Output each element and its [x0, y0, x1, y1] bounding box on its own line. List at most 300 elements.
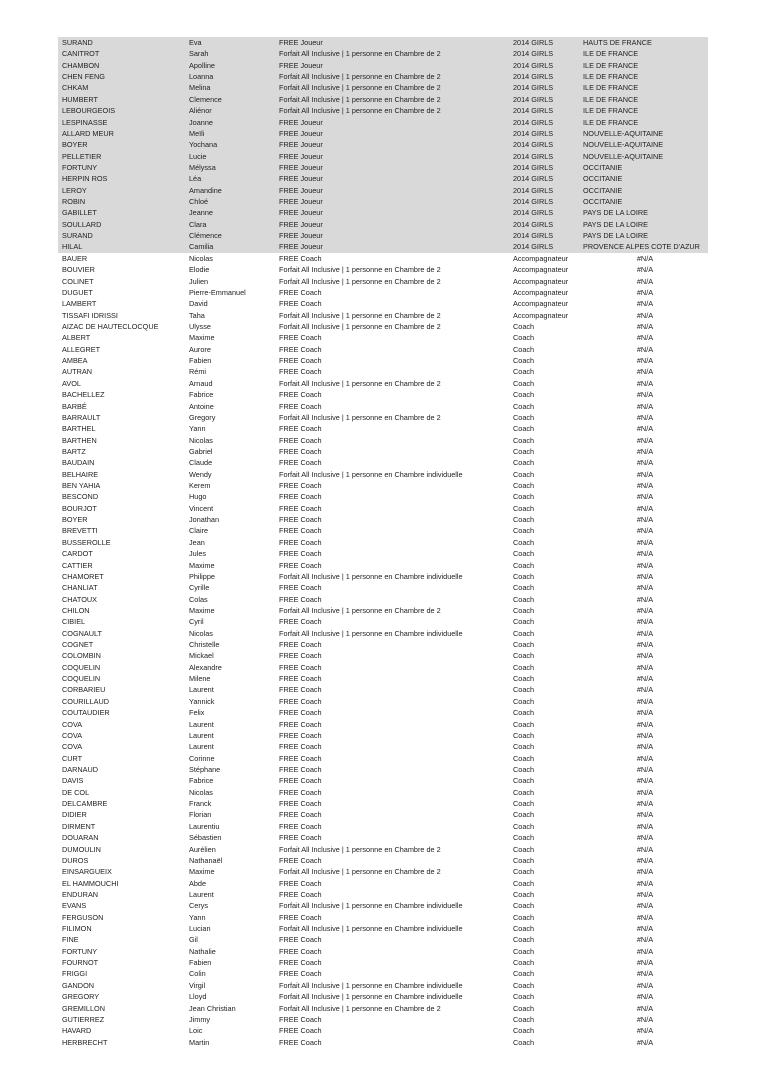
last-name-cell: DELCAMBRE [62, 799, 108, 809]
last-name-cell: HERBRECHT [62, 1037, 108, 1047]
region-cell: #N/A [636, 628, 654, 638]
last-name-cell: GABILLET [62, 208, 97, 218]
first-name-cell: Eva [189, 38, 202, 47]
region-cell: #N/A [636, 435, 654, 445]
region-cell: ILE DE FRANCE [583, 94, 639, 104]
last-name-cell: BARTHEN [62, 435, 97, 445]
category-cell: Coach [513, 935, 535, 945]
category-cell: Accompagnateur [513, 265, 569, 275]
table-row [58, 844, 708, 855]
last-name-cell: CHATOUX [62, 594, 98, 604]
last-name-cell: ALLARD MEUR [62, 128, 114, 138]
first-name-cell: Christelle [189, 640, 220, 650]
category-cell: Coach [513, 1026, 535, 1036]
last-name-cell: COLOMBIN [62, 651, 101, 661]
table-row [58, 662, 708, 673]
first-name-cell: Apolline [189, 60, 215, 70]
region-cell: ILE DE FRANCE [583, 72, 639, 82]
first-name-cell: Alexandre [189, 662, 222, 672]
package-cell: FREE Coach [279, 458, 322, 468]
table-row [58, 946, 708, 957]
category-cell: Coach [513, 912, 535, 922]
package-cell: FREE Coach [279, 1037, 322, 1047]
table-row [58, 537, 708, 548]
first-name-cell: Cyrille [189, 583, 210, 593]
category-cell: 2014 GIRLS [513, 162, 554, 172]
last-name-cell: SURAND [62, 38, 93, 47]
region-cell: #N/A [636, 696, 654, 706]
region-cell: #N/A [636, 515, 654, 525]
region-cell: ILE DE FRANCE [583, 60, 639, 70]
table-row [58, 684, 708, 695]
package-cell: FREE Coach [279, 640, 322, 650]
package-cell: FREE Coach [279, 583, 322, 593]
package-cell: FREE Coach [279, 253, 322, 263]
package-cell: FREE Joueur [279, 185, 323, 195]
table-row [58, 321, 708, 332]
first-name-cell: Claude [189, 458, 213, 468]
last-name-cell: BARTZ [62, 446, 86, 456]
package-cell: FREE Joueur [279, 162, 323, 172]
region-cell: #N/A [636, 980, 654, 990]
first-name-cell: Felix [189, 708, 205, 718]
last-name-cell: CIBIEL [62, 617, 86, 627]
category-cell: Coach [513, 799, 535, 809]
first-name-cell: Nicolas [189, 787, 213, 797]
package-cell: FREE Coach [279, 1014, 322, 1024]
first-name-cell: Meïli [189, 128, 205, 138]
last-name-cell: HUMBERT [62, 94, 98, 104]
table-row [58, 219, 708, 230]
package-cell: Forfait All Inclusive | 1 personne en Chambre de 2 [279, 106, 441, 116]
first-name-cell: Pierre-Emmanuel [189, 287, 246, 297]
table-row [58, 582, 708, 593]
first-name-cell: Milene [189, 674, 211, 684]
region-cell: NOUVELLE-AQUITAINE [583, 128, 664, 138]
region-cell: #N/A [636, 810, 654, 820]
category-cell: Coach [513, 1037, 535, 1047]
table-row [58, 196, 708, 207]
last-name-cell: FERGUSON [62, 912, 104, 922]
region-cell: OCCITANIE [583, 197, 623, 207]
region-cell: #N/A [636, 742, 654, 752]
last-name-cell: LESPINASSE [62, 117, 108, 127]
last-name-cell: ROBIN [62, 197, 86, 207]
package-cell: Forfait All Inclusive | 1 personne en Chambre de 2 [279, 412, 441, 422]
first-name-cell: Joanne [189, 117, 213, 127]
table-row [58, 605, 708, 616]
region-cell: NOUVELLE-AQUITAINE [583, 140, 664, 150]
package-cell: Forfait All Inclusive | 1 personne en Chambre individuelle [279, 980, 463, 990]
table-row [58, 1003, 708, 1014]
package-cell: FREE Coach [279, 810, 322, 820]
category-cell: Coach [513, 481, 535, 491]
region-cell: #N/A [636, 708, 654, 718]
last-name-cell: BACHELLEZ [62, 390, 105, 400]
package-cell: FREE Coach [279, 333, 322, 343]
first-name-cell: Arnaud [189, 378, 213, 388]
table-row [58, 957, 708, 968]
category-cell: Coach [513, 924, 535, 934]
first-name-cell: Claire [189, 526, 209, 536]
table-row [58, 741, 708, 752]
table-row [58, 1014, 708, 1025]
region-cell: #N/A [636, 492, 654, 502]
package-cell: FREE Coach [279, 356, 322, 366]
package-cell: Forfait All Inclusive | 1 personne en Chambre de 2 [279, 49, 441, 59]
category-cell: Coach [513, 526, 535, 536]
table-row [58, 389, 708, 400]
table-row [58, 571, 708, 582]
table-row [58, 207, 708, 218]
package-cell: FREE Coach [279, 696, 322, 706]
table-row [58, 298, 708, 309]
region-cell: #N/A [636, 662, 654, 672]
category-cell: Coach [513, 958, 535, 968]
last-name-cell: COVA [62, 730, 83, 740]
region-cell: #N/A [636, 924, 654, 934]
region-cell: #N/A [636, 560, 654, 570]
category-cell: 2014 GIRLS [513, 128, 554, 138]
first-name-cell: Cerys [189, 901, 209, 911]
first-name-cell: Lucian [189, 924, 211, 934]
table-row [58, 889, 708, 900]
last-name-cell: CHANLIAT [62, 583, 98, 593]
first-name-cell: Colas [189, 594, 208, 604]
first-name-cell: Virgil [189, 980, 206, 990]
last-name-cell: CHAMORET [62, 571, 104, 581]
first-name-cell: Maxime [189, 605, 215, 615]
category-cell: Coach [513, 901, 535, 911]
package-cell: FREE Coach [279, 390, 322, 400]
category-cell: Accompagnateur [513, 310, 569, 320]
table-row [58, 719, 708, 730]
last-name-cell: COURILLAUD [62, 696, 110, 706]
first-name-cell: Corinne [189, 753, 215, 763]
table-row [58, 1025, 708, 1036]
table-row [58, 628, 708, 639]
table-row [58, 491, 708, 502]
region-cell: #N/A [636, 799, 654, 809]
first-name-cell: Fabrice [189, 390, 214, 400]
category-cell: Coach [513, 412, 535, 422]
package-cell: FREE Coach [279, 889, 322, 899]
last-name-cell: GANDON [62, 980, 95, 990]
first-name-cell: Martin [189, 1037, 210, 1047]
region-cell: #N/A [636, 651, 654, 661]
last-name-cell: EINSARGUEIX [62, 867, 112, 877]
table-row [58, 412, 708, 423]
table-row [58, 435, 708, 446]
first-name-cell: Vincent [189, 503, 214, 513]
region-cell: #N/A [636, 935, 654, 945]
first-name-cell: Laurentiu [189, 821, 220, 831]
first-name-cell: Loanna [189, 72, 214, 82]
first-name-cell: Fabien [189, 356, 212, 366]
category-cell: 2014 GIRLS [513, 117, 554, 127]
region-cell: #N/A [636, 390, 654, 400]
last-name-cell: CHAMBON [62, 60, 100, 70]
last-name-cell: HAVARD [62, 1026, 92, 1036]
region-cell: #N/A [636, 878, 654, 888]
last-name-cell: DOUARAN [62, 833, 99, 843]
table-row [58, 878, 708, 889]
first-name-cell: Kerem [189, 481, 211, 491]
last-name-cell: AIZAC DE HAUTECLOCQUE [62, 321, 159, 331]
last-name-cell: BOYER [62, 140, 88, 150]
first-name-cell: Mélyssa [189, 162, 216, 172]
table-row [58, 457, 708, 468]
region-cell: #N/A [636, 583, 654, 593]
region-cell: #N/A [636, 787, 654, 797]
last-name-cell: FOURNOT [62, 958, 99, 968]
last-name-cell: CATTIER [62, 560, 93, 570]
region-cell: #N/A [636, 321, 654, 331]
first-name-cell: Clémence [189, 231, 222, 241]
table-row [58, 821, 708, 832]
last-name-cell: AUTRAN [62, 367, 92, 377]
package-cell: Forfait All Inclusive | 1 personne en Chambre individuelle [279, 924, 463, 934]
category-cell: Coach [513, 605, 535, 615]
first-name-cell: Laurent [189, 730, 214, 740]
package-cell: FREE Coach [279, 446, 322, 456]
package-cell: FREE Coach [279, 662, 322, 672]
category-cell: Coach [513, 492, 535, 502]
region-cell: #N/A [636, 526, 654, 536]
last-name-cell: ALBERT [62, 333, 91, 343]
region-cell: #N/A [636, 765, 654, 774]
category-cell: 2014 GIRLS [513, 106, 554, 116]
table-row [58, 991, 708, 1002]
region-cell: #N/A [636, 481, 654, 491]
package-cell: FREE Coach [279, 708, 322, 718]
last-name-cell: DUGUET [62, 287, 93, 297]
last-name-cell: FILIMON [62, 924, 92, 934]
table-row [58, 798, 708, 809]
category-cell: Coach [513, 1014, 535, 1024]
last-name-cell: BOURJOT [62, 503, 97, 513]
package-cell: FREE Coach [279, 833, 322, 843]
table-row [58, 71, 708, 82]
package-cell: Forfait All Inclusive | 1 personne en Chambre de 2 [279, 605, 441, 615]
first-name-cell: Sarah [189, 49, 209, 59]
package-cell: Forfait All Inclusive | 1 personne en Chambre individuelle [279, 901, 463, 911]
region-cell: #N/A [636, 253, 654, 263]
table-row [58, 616, 708, 627]
first-name-cell: Ulysse [189, 321, 211, 331]
last-name-cell: BARTHEL [62, 424, 96, 434]
table-row [58, 310, 708, 321]
package-cell: FREE Coach [279, 503, 322, 513]
first-name-cell: Nathanaël [189, 855, 223, 865]
category-cell: Coach [513, 628, 535, 638]
package-cell: Forfait All Inclusive | 1 personne en Chambre de 2 [279, 94, 441, 104]
first-name-cell: Fabien [189, 958, 212, 968]
first-name-cell: Laurent [189, 719, 214, 729]
table-row [58, 650, 708, 661]
package-cell: FREE Joueur [279, 128, 323, 138]
category-cell: Accompagnateur [513, 253, 569, 263]
package-cell: FREE Coach [279, 344, 322, 354]
last-name-cell: EVANS [62, 901, 87, 911]
package-cell: FREE Coach [279, 821, 322, 831]
last-name-cell: EL HAMMOUCHI [62, 878, 119, 888]
first-name-cell: Wendy [189, 469, 212, 479]
category-cell: Coach [513, 1003, 535, 1013]
region-cell: #N/A [636, 912, 654, 922]
category-cell: 2014 GIRLS [513, 38, 554, 47]
first-name-cell: Nicolas [189, 435, 213, 445]
package-cell: FREE Joueur [279, 151, 323, 161]
region-cell: #N/A [636, 855, 654, 865]
first-name-cell: Elodie [189, 265, 210, 275]
package-cell: FREE Joueur [279, 208, 323, 218]
region-cell: #N/A [636, 549, 654, 559]
last-name-cell: DAVIS [62, 776, 84, 786]
package-cell: Forfait All Inclusive | 1 personne en Chambre individuelle [279, 992, 463, 1002]
table-row [58, 968, 708, 979]
table-row [58, 900, 708, 911]
category-cell: 2014 GIRLS [513, 151, 554, 161]
table-row [58, 832, 708, 843]
table-row [58, 503, 708, 514]
category-cell: Coach [513, 662, 535, 672]
table-row [58, 162, 708, 173]
first-name-cell: Fabrice [189, 776, 214, 786]
category-cell: Coach [513, 424, 535, 434]
category-cell: 2014 GIRLS [513, 49, 554, 59]
table-row [58, 787, 708, 798]
region-cell: #N/A [636, 1037, 654, 1047]
region-cell: OCCITANIE [583, 185, 623, 195]
table-row [58, 809, 708, 820]
first-name-cell: Yochana [189, 140, 218, 150]
last-name-cell: BARRAULT [62, 412, 101, 422]
table-row [58, 276, 708, 287]
region-cell: #N/A [636, 469, 654, 479]
first-name-cell: David [189, 299, 208, 309]
region-cell: #N/A [636, 617, 654, 627]
first-name-cell: Gregory [189, 412, 216, 422]
category-cell: Coach [513, 685, 535, 695]
region-cell: PROVENCE ALPES COTE D'AZUR [583, 242, 700, 252]
package-cell: FREE Coach [279, 776, 322, 786]
package-cell: FREE Coach [279, 537, 322, 547]
category-cell: Accompagnateur [513, 287, 569, 297]
category-cell: Coach [513, 549, 535, 559]
region-cell: #N/A [636, 401, 654, 411]
table-row [58, 469, 708, 480]
category-cell: Coach [513, 787, 535, 797]
category-cell: 2014 GIRLS [513, 242, 554, 252]
package-cell: FREE Coach [279, 560, 322, 570]
first-name-cell: Abde [189, 878, 207, 888]
package-cell: FREE Joueur [279, 60, 323, 70]
table-row [58, 673, 708, 684]
first-name-cell: Sébastien [189, 833, 222, 843]
region-cell: PAYS DE LA LOIRE [583, 231, 649, 241]
last-name-cell: CHEN FENG [62, 72, 105, 82]
region-cell: #N/A [636, 344, 654, 354]
region-cell: #N/A [636, 458, 654, 468]
region-cell: #N/A [636, 776, 654, 786]
category-cell: Coach [513, 503, 535, 513]
package-cell: FREE Coach [279, 435, 322, 445]
last-name-cell: PELLETIER [62, 151, 102, 161]
region-cell: #N/A [636, 1003, 654, 1013]
category-cell: 2014 GIRLS [513, 83, 554, 93]
package-cell: FREE Coach [279, 912, 322, 922]
first-name-cell: Julien [189, 276, 209, 286]
region-cell: #N/A [636, 412, 654, 422]
table-row [58, 730, 708, 741]
package-cell: FREE Coach [279, 594, 322, 604]
table-row [58, 639, 708, 650]
first-name-cell: Jonathan [189, 515, 220, 525]
last-name-cell: BOUVIER [62, 265, 95, 275]
last-name-cell: GUTIERREZ [62, 1014, 105, 1024]
last-name-cell: LEBOURGEOIS [62, 106, 116, 116]
first-name-cell: Colin [189, 969, 206, 979]
table-row [58, 48, 708, 59]
table-row [58, 923, 708, 934]
region-cell: #N/A [636, 605, 654, 615]
region-cell: #N/A [636, 537, 654, 547]
category-cell: Coach [513, 321, 535, 331]
region-cell: #N/A [636, 594, 654, 604]
category-cell: 2014 GIRLS [513, 94, 554, 104]
first-name-cell: Rémi [189, 367, 207, 377]
last-name-cell: DUROS [62, 855, 89, 865]
category-cell: Coach [513, 980, 535, 990]
package-cell: FREE Coach [279, 799, 322, 809]
category-cell: Accompagnateur [513, 299, 569, 309]
last-name-cell: BREVETTI [62, 526, 98, 536]
package-cell: FREE Coach [279, 878, 322, 888]
category-cell: Coach [513, 719, 535, 729]
category-cell: Coach [513, 844, 535, 854]
last-name-cell: BAUDAIN [62, 458, 95, 468]
first-name-cell: Cyril [189, 617, 204, 627]
table-row [58, 139, 708, 150]
last-name-cell: COQUELIN [62, 674, 101, 684]
category-cell: Coach [513, 617, 535, 627]
category-cell: Coach [513, 742, 535, 752]
package-cell: FREE Coach [279, 674, 322, 684]
table-row [58, 696, 708, 707]
package-cell: FREE Coach [279, 969, 322, 979]
category-cell: Coach [513, 458, 535, 468]
package-cell: Forfait All Inclusive | 1 personne en Chambre individuelle [279, 628, 463, 638]
category-cell: Coach [513, 583, 535, 593]
first-name-cell: Yann [189, 912, 206, 922]
category-cell: Coach [513, 696, 535, 706]
category-cell: Coach [513, 390, 535, 400]
region-cell: OCCITANIE [583, 162, 623, 172]
package-cell: FREE Coach [279, 742, 322, 752]
category-cell: Coach [513, 515, 535, 525]
region-cell: #N/A [636, 503, 654, 513]
last-name-cell: BAUER [62, 253, 88, 263]
package-cell: Forfait All Inclusive | 1 personne en Chambre de 2 [279, 276, 441, 286]
table-row [58, 151, 708, 162]
region-cell: #N/A [636, 685, 654, 695]
first-name-cell: Amandine [189, 185, 222, 195]
first-name-cell: Mickael [189, 651, 214, 661]
category-cell: Coach [513, 776, 535, 786]
last-name-cell: DIRMENT [62, 821, 96, 831]
region-cell: #N/A [636, 958, 654, 968]
